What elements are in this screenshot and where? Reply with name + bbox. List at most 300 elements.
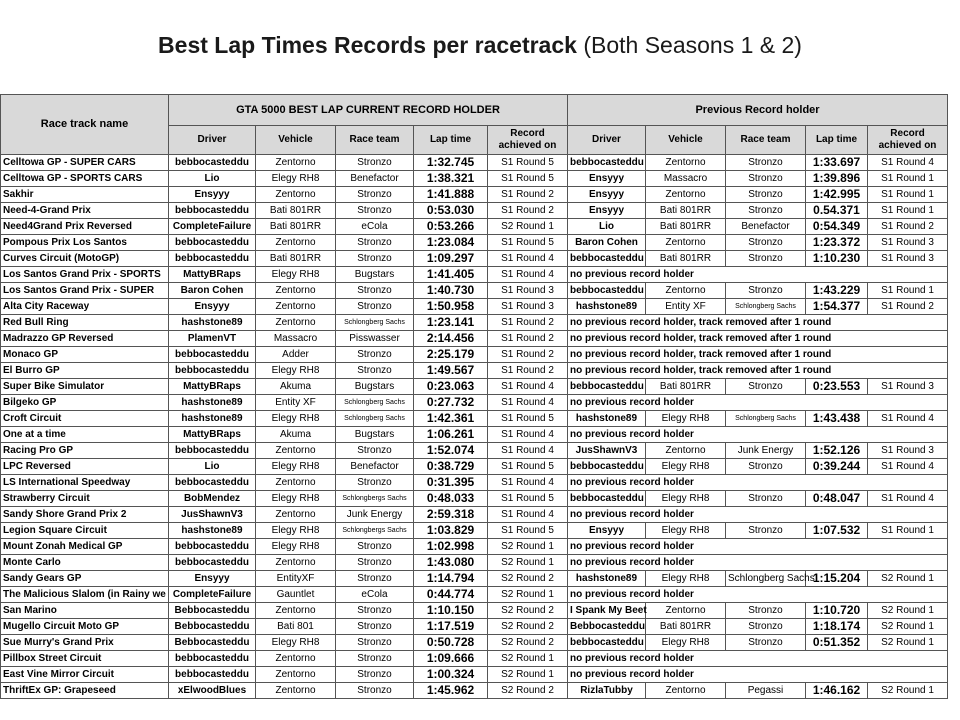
previous-achieved: S1 Round 2	[868, 299, 948, 315]
current-driver: Ensyyy	[169, 571, 256, 587]
track-name: Need-4-Grand Prix	[1, 203, 169, 219]
col-current-laptime: Lap time	[414, 126, 488, 155]
track-name: Sakhir	[1, 187, 169, 203]
previous-achieved: S1 Round 4	[868, 411, 948, 427]
table-row	[1, 603, 948, 619]
header-previous: Previous Record holder	[568, 95, 948, 126]
previous-team: Stronzo	[726, 379, 806, 395]
table-body	[1, 155, 948, 699]
previous-achieved: S1 Round 1	[868, 523, 948, 539]
previous-driver: bebbocasteddu	[568, 251, 646, 267]
previous-vehicle: Elegy RH8	[646, 411, 726, 427]
table-row	[1, 619, 948, 635]
previous-note: no previous record holder	[568, 395, 948, 411]
current-driver: bebbocasteddu	[169, 667, 256, 683]
current-achieved: S1 Round 5	[488, 171, 568, 187]
current-team: Bugstars	[336, 267, 414, 283]
previous-laptime: 0:23.553	[806, 379, 868, 395]
previous-team: Benefactor	[726, 219, 806, 235]
table-row	[1, 635, 948, 651]
track-name: Celltowa GP - SUPER CARS	[1, 155, 169, 171]
previous-achieved: S1 Round 4	[868, 459, 948, 475]
table-row	[1, 203, 948, 219]
current-vehicle: Elegy RH8	[256, 171, 336, 187]
previous-driver: Ensyyy	[568, 523, 646, 539]
previous-driver: Bebbocasteddu	[568, 619, 646, 635]
previous-vehicle: Bati 801RR	[646, 203, 726, 219]
current-driver: bebbocasteddu	[169, 555, 256, 571]
previous-vehicle: Bati 801RR	[646, 219, 726, 235]
current-team: Stronzo	[336, 539, 414, 555]
current-team: Pisswasser	[336, 331, 414, 347]
track-name: Sue Murry's Grand Prix	[1, 635, 169, 651]
track-name: The Malicious Slalom (in Rainy we	[1, 587, 169, 603]
current-vehicle: Entity XF	[256, 395, 336, 411]
previous-laptime: 1:15.204	[806, 571, 868, 587]
current-achieved: S1 Round 5	[488, 411, 568, 427]
table-row	[1, 235, 948, 251]
current-driver: MattyBRaps	[169, 267, 256, 283]
previous-vehicle: Elegy RH8	[646, 571, 726, 587]
current-vehicle: Elegy RH8	[256, 539, 336, 555]
current-laptime: 0:53.030	[414, 203, 488, 219]
current-laptime: 0:48.033	[414, 491, 488, 507]
current-achieved: S1 Round 3	[488, 283, 568, 299]
previous-vehicle: Bati 801RR	[646, 251, 726, 267]
current-team: Stronzo	[336, 475, 414, 491]
previous-achieved: S1 Round 3	[868, 379, 948, 395]
previous-achieved: S1 Round 1	[868, 187, 948, 203]
previous-note: no previous record holder, track removed after 1 round	[568, 331, 948, 347]
current-team: Stronzo	[336, 203, 414, 219]
current-vehicle: Elegy RH8	[256, 411, 336, 427]
current-laptime: 1:43.080	[414, 555, 488, 571]
previous-team: Stronzo	[726, 523, 806, 539]
current-team: Stronzo	[336, 347, 414, 363]
previous-note: no previous record holder	[568, 267, 948, 283]
header-track: Race track name	[1, 95, 169, 155]
track-name: Monaco GP	[1, 347, 169, 363]
track-name: Alta City Raceway	[1, 299, 169, 315]
previous-achieved: S1 Round 1	[868, 171, 948, 187]
table-row	[1, 251, 948, 267]
track-name: Legion Square Circuit	[1, 523, 169, 539]
current-driver: BobMendez	[169, 491, 256, 507]
current-achieved: S2 Round 2	[488, 619, 568, 635]
current-team: Stronzo	[336, 443, 414, 459]
previous-note: no previous record holder	[568, 667, 948, 683]
current-laptime: 2:59.318	[414, 507, 488, 523]
current-vehicle: Zentorno	[256, 651, 336, 667]
table-row	[1, 363, 948, 379]
current-driver: MattyBRaps	[169, 379, 256, 395]
current-laptime: 1:50.958	[414, 299, 488, 315]
current-laptime: 1:52.074	[414, 443, 488, 459]
previous-vehicle: Massacro	[646, 171, 726, 187]
current-team: Stronzo	[336, 187, 414, 203]
previous-laptime: 0:39.244	[806, 459, 868, 475]
table-row	[1, 187, 948, 203]
previous-note: no previous record holder	[568, 587, 948, 603]
current-team: Stronzo	[336, 235, 414, 251]
current-driver: MattyBRaps	[169, 427, 256, 443]
previous-team: Schlongberg Sachs	[726, 411, 806, 427]
previous-laptime: 1:33.697	[806, 155, 868, 171]
previous-vehicle: Zentorno	[646, 443, 726, 459]
current-vehicle: Elegy RH8	[256, 635, 336, 651]
current-driver: bebbocasteddu	[169, 251, 256, 267]
current-team: Stronzo	[336, 571, 414, 587]
track-name: Mount Zonah Medical GP	[1, 539, 169, 555]
table-row	[1, 539, 948, 555]
current-laptime: 1:23.084	[414, 235, 488, 251]
current-team: Stronzo	[336, 363, 414, 379]
table-row	[1, 395, 948, 411]
current-vehicle: Zentorno	[256, 603, 336, 619]
current-driver: bebbocasteddu	[169, 539, 256, 555]
current-vehicle: Zentorno	[256, 155, 336, 171]
current-laptime: 1:40.730	[414, 283, 488, 299]
previous-note: no previous record holder	[568, 427, 948, 443]
current-achieved: S1 Round 2	[488, 187, 568, 203]
track-name: Super Bike Simulator	[1, 379, 169, 395]
current-achieved: S1 Round 5	[488, 523, 568, 539]
track-name: LPC Reversed	[1, 459, 169, 475]
current-achieved: S1 Round 4	[488, 395, 568, 411]
current-laptime: 1:32.745	[414, 155, 488, 171]
current-vehicle: Zentorno	[256, 299, 336, 315]
previous-driver: bebbocasteddu	[568, 491, 646, 507]
previous-achieved: S1 Round 3	[868, 443, 948, 459]
previous-achieved: S2 Round 1	[868, 635, 948, 651]
current-driver: xElwoodBlues	[169, 683, 256, 699]
header-current: GTA 5000 BEST LAP CURRENT RECORD HOLDER	[169, 95, 568, 126]
current-vehicle: Akuma	[256, 379, 336, 395]
previous-driver: bebbocasteddu	[568, 155, 646, 171]
current-driver: hashstone89	[169, 315, 256, 331]
previous-laptime: 0:51.352	[806, 635, 868, 651]
col-previous-team: Race team	[726, 126, 806, 155]
track-name: Mugello Circuit Moto GP	[1, 619, 169, 635]
previous-driver: hashstone89	[568, 299, 646, 315]
previous-achieved: S1 Round 2	[868, 219, 948, 235]
previous-team: Junk Energy	[726, 443, 806, 459]
previous-team: Stronzo	[726, 155, 806, 171]
previous-team: Pegassi	[726, 683, 806, 699]
current-laptime: 1:14.794	[414, 571, 488, 587]
current-vehicle: Zentorno	[256, 507, 336, 523]
previous-laptime: 1:10.720	[806, 603, 868, 619]
col-previous-vehicle: Vehicle	[646, 126, 726, 155]
current-laptime: 1:49.567	[414, 363, 488, 379]
current-achieved: S2 Round 1	[488, 539, 568, 555]
track-name: Need4Grand Prix Reversed	[1, 219, 169, 235]
current-achieved: S1 Round 2	[488, 203, 568, 219]
table-row	[1, 171, 948, 187]
previous-note: no previous record holder	[568, 475, 948, 491]
current-vehicle: Elegy RH8	[256, 267, 336, 283]
current-team: eCola	[336, 219, 414, 235]
current-driver: bebbocasteddu	[169, 443, 256, 459]
track-name: Pillbox Street Circuit	[1, 651, 169, 667]
table-row	[1, 315, 948, 331]
table-row	[1, 507, 948, 523]
previous-vehicle: Elegy RH8	[646, 491, 726, 507]
track-name: Sandy Gears GP	[1, 571, 169, 587]
previous-laptime: 1:10.230	[806, 251, 868, 267]
current-vehicle: Zentorno	[256, 667, 336, 683]
previous-driver: bebbocasteddu	[568, 635, 646, 651]
current-vehicle: EntityXF	[256, 571, 336, 587]
previous-achieved: S2 Round 1	[868, 603, 948, 619]
previous-vehicle: Elegy RH8	[646, 635, 726, 651]
col-current-achieved: Record achieved on	[488, 126, 568, 155]
current-achieved: S1 Round 4	[488, 427, 568, 443]
previous-laptime: 1:43.229	[806, 283, 868, 299]
previous-achieved: S2 Round 1	[868, 683, 948, 699]
table-row	[1, 283, 948, 299]
previous-achieved: S1 Round 4	[868, 491, 948, 507]
current-achieved: S1 Round 2	[488, 315, 568, 331]
track-name: Celltowa GP - SPORTS CARS	[1, 171, 169, 187]
current-team: Stronzo	[336, 683, 414, 699]
current-vehicle: Zentorno	[256, 283, 336, 299]
current-achieved: S1 Round 5	[488, 235, 568, 251]
current-team: Stronzo	[336, 619, 414, 635]
current-laptime: 0:53.266	[414, 219, 488, 235]
current-achieved: S1 Round 4	[488, 475, 568, 491]
table-row	[1, 379, 948, 395]
current-vehicle: Zentorno	[256, 235, 336, 251]
current-achieved: S1 Round 4	[488, 507, 568, 523]
current-driver: hashstone89	[169, 411, 256, 427]
previous-vehicle: Elegy RH8	[646, 523, 726, 539]
current-vehicle: Bati 801RR	[256, 251, 336, 267]
current-laptime: 0:50.728	[414, 635, 488, 651]
current-driver: Ensyyy	[169, 299, 256, 315]
previous-driver: I Spank My Beet	[568, 603, 646, 619]
current-vehicle: Zentorno	[256, 443, 336, 459]
col-previous-driver: Driver	[568, 126, 646, 155]
current-team: Stronzo	[336, 299, 414, 315]
current-team: Schlongbergs Sachs	[336, 491, 414, 507]
previous-driver: Ensyyy	[568, 203, 646, 219]
current-laptime: 1:06.261	[414, 427, 488, 443]
current-achieved: S1 Round 4	[488, 251, 568, 267]
current-laptime: 1:38.321	[414, 171, 488, 187]
previous-team: Stronzo	[726, 635, 806, 651]
previous-note: no previous record holder, track removed after 1 round	[568, 347, 948, 363]
current-vehicle: Elegy RH8	[256, 459, 336, 475]
current-achieved: S1 Round 4	[488, 267, 568, 283]
current-driver: JusShawnV3	[169, 507, 256, 523]
current-vehicle: Elegy RH8	[256, 363, 336, 379]
previous-note: no previous record holder	[568, 651, 948, 667]
table-row	[1, 411, 948, 427]
current-achieved: S2 Round 2	[488, 683, 568, 699]
track-name: Monte Carlo	[1, 555, 169, 571]
previous-laptime: 0:48.047	[806, 491, 868, 507]
current-vehicle: Adder	[256, 347, 336, 363]
page-title	[0, 32, 960, 59]
current-team: Bugstars	[336, 379, 414, 395]
previous-note: no previous record holder	[568, 539, 948, 555]
current-driver: hashstone89	[169, 523, 256, 539]
previous-vehicle: Bati 801RR	[646, 379, 726, 395]
current-team: Stronzo	[336, 603, 414, 619]
current-driver: Bebbocasteddu	[169, 635, 256, 651]
table-row	[1, 683, 948, 699]
current-team: Stronzo	[336, 651, 414, 667]
current-laptime: 1:02.998	[414, 539, 488, 555]
current-achieved: S1 Round 5	[488, 155, 568, 171]
previous-driver: Ensyyy	[568, 171, 646, 187]
table-row	[1, 427, 948, 443]
previous-team: Schlongberg Sachs	[726, 571, 806, 587]
current-laptime: 0:27.732	[414, 395, 488, 411]
current-driver: Ensyyy	[169, 187, 256, 203]
current-vehicle: Bati 801RR	[256, 219, 336, 235]
track-name: Sandy Shore Grand Prix 2	[1, 507, 169, 523]
current-driver: bebbocasteddu	[169, 203, 256, 219]
current-driver: CompleteFailure	[169, 587, 256, 603]
current-laptime: 1:09.666	[414, 651, 488, 667]
current-achieved: S2 Round 2	[488, 603, 568, 619]
current-team: Stronzo	[336, 251, 414, 267]
previous-vehicle: Zentorno	[646, 235, 726, 251]
previous-achieved: S1 Round 1	[868, 203, 948, 219]
table-row	[1, 491, 948, 507]
current-achieved: S1 Round 3	[488, 299, 568, 315]
current-achieved: S2 Round 1	[488, 587, 568, 603]
previous-achieved: S1 Round 3	[868, 251, 948, 267]
current-laptime: 0:31.395	[414, 475, 488, 491]
previous-driver: hashstone89	[568, 571, 646, 587]
track-name: Curves Circuit (MotoGP)	[1, 251, 169, 267]
current-achieved: S2 Round 1	[488, 555, 568, 571]
track-name: One at a time	[1, 427, 169, 443]
current-team: Stronzo	[336, 155, 414, 171]
current-driver: Bebbocasteddu	[169, 603, 256, 619]
title-bold: Best Lap Times Records per racetrack	[158, 32, 577, 58]
previous-driver: JusShawnV3	[568, 443, 646, 459]
previous-laptime: 1:52.126	[806, 443, 868, 459]
previous-team: Stronzo	[726, 603, 806, 619]
current-team: Schlongberg Sachs	[336, 411, 414, 427]
previous-driver: bebbocasteddu	[568, 283, 646, 299]
col-current-team: Race team	[336, 126, 414, 155]
previous-driver: hashstone89	[568, 411, 646, 427]
table-row	[1, 667, 948, 683]
previous-note: no previous record holder	[568, 507, 948, 523]
track-name: Los Santos Grand Prix - SUPER	[1, 283, 169, 299]
current-team: Junk Energy	[336, 507, 414, 523]
track-name: Racing Pro GP	[1, 443, 169, 459]
current-driver: bebbocasteddu	[169, 235, 256, 251]
previous-achieved: S2 Round 1	[868, 571, 948, 587]
previous-laptime: 1:39.896	[806, 171, 868, 187]
previous-vehicle: Elegy RH8	[646, 459, 726, 475]
track-name: East Vine Mirror Circuit	[1, 667, 169, 683]
current-vehicle: Gauntlet	[256, 587, 336, 603]
current-team: Stronzo	[336, 635, 414, 651]
previous-laptime: 1:46.162	[806, 683, 868, 699]
current-laptime: 2:14.456	[414, 331, 488, 347]
current-vehicle: Zentorno	[256, 555, 336, 571]
title-rest: (Both Seasons 1 & 2)	[576, 32, 802, 58]
current-achieved: S2 Round 1	[488, 651, 568, 667]
current-laptime: 1:42.361	[414, 411, 488, 427]
previous-driver: Lio	[568, 219, 646, 235]
table-row	[1, 523, 948, 539]
previous-vehicle: Entity XF	[646, 299, 726, 315]
current-team: Schlongbergs Sachs	[336, 523, 414, 539]
table-row	[1, 347, 948, 363]
previous-laptime: 1:42.995	[806, 187, 868, 203]
current-vehicle: Akuma	[256, 427, 336, 443]
current-achieved: S2 Round 2	[488, 635, 568, 651]
previous-team: Stronzo	[726, 187, 806, 203]
previous-vehicle: Zentorno	[646, 683, 726, 699]
previous-driver: Baron Cohen	[568, 235, 646, 251]
previous-vehicle: Bati 801RR	[646, 619, 726, 635]
previous-achieved: S1 Round 4	[868, 155, 948, 171]
current-team: Schlongberg Sachs	[336, 395, 414, 411]
col-previous-laptime: Lap time	[806, 126, 868, 155]
table-row	[1, 443, 948, 459]
current-laptime: 1:41.405	[414, 267, 488, 283]
current-team: Schlongberg Sachs	[336, 315, 414, 331]
current-laptime: 1:09.297	[414, 251, 488, 267]
previous-achieved: S1 Round 1	[868, 283, 948, 299]
previous-vehicle: Zentorno	[646, 603, 726, 619]
current-laptime: 0:23.063	[414, 379, 488, 395]
table-row	[1, 555, 948, 571]
current-driver: bebbocasteddu	[169, 651, 256, 667]
table-row	[1, 651, 948, 667]
previous-vehicle: Zentorno	[646, 155, 726, 171]
current-laptime: 2:25.179	[414, 347, 488, 363]
previous-driver: bebbocasteddu	[568, 459, 646, 475]
previous-team: Stronzo	[726, 619, 806, 635]
track-name: San Marino	[1, 603, 169, 619]
track-name: ThriftEx GP: Grapeseed	[1, 683, 169, 699]
current-team: Stronzo	[336, 283, 414, 299]
current-vehicle: Zentorno	[256, 187, 336, 203]
current-achieved: S2 Round 2	[488, 571, 568, 587]
previous-team: Stronzo	[726, 459, 806, 475]
current-laptime: 0:44.774	[414, 587, 488, 603]
current-vehicle: Elegy RH8	[256, 491, 336, 507]
current-laptime: 1:03.829	[414, 523, 488, 539]
current-driver: bebbocasteddu	[169, 363, 256, 379]
previous-laptime: 1:54.377	[806, 299, 868, 315]
previous-laptime: 0.54.371	[806, 203, 868, 219]
track-name: Los Santos Grand Prix - SPORTS	[1, 267, 169, 283]
col-previous-achieved: Record achieved on	[868, 126, 948, 155]
current-driver: Lio	[169, 171, 256, 187]
previous-achieved: S2 Round 1	[868, 619, 948, 635]
previous-laptime: 1:23.372	[806, 235, 868, 251]
current-laptime: 1:23.141	[414, 315, 488, 331]
table-row	[1, 459, 948, 475]
previous-team: Stronzo	[726, 203, 806, 219]
current-vehicle: Zentorno	[256, 475, 336, 491]
current-driver: bebbocasteddu	[169, 475, 256, 491]
lap-records-table	[0, 94, 948, 699]
current-achieved: S1 Round 2	[488, 347, 568, 363]
current-driver: Bebbocasteddu	[169, 619, 256, 635]
